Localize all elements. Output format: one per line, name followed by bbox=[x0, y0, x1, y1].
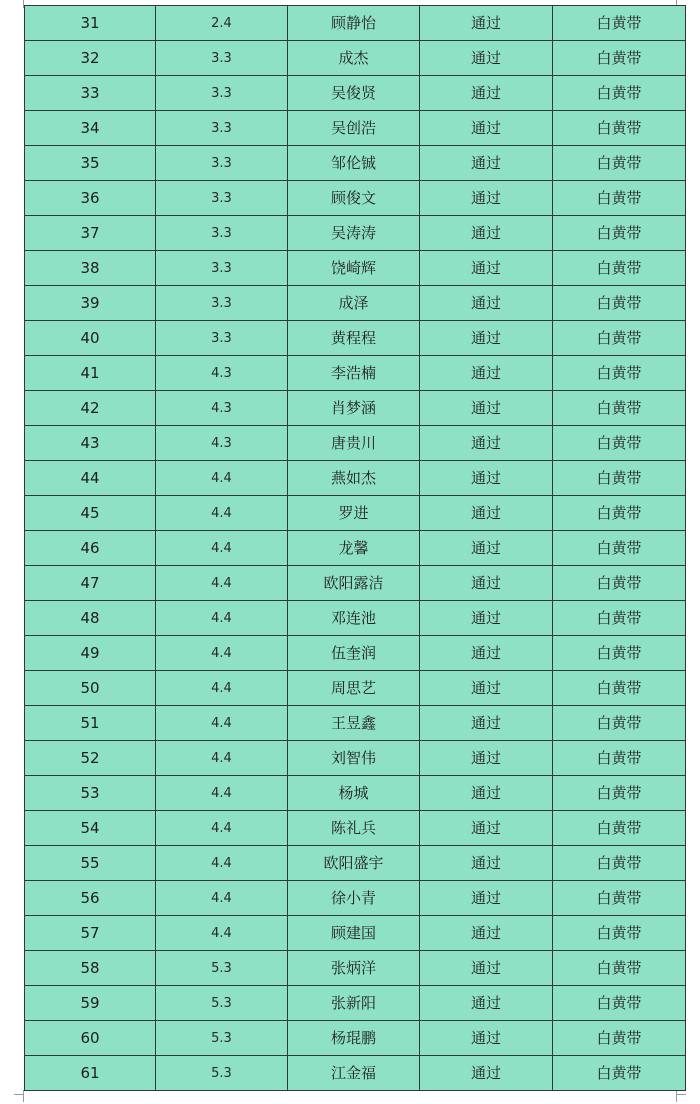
result-cell: 通过 bbox=[420, 776, 553, 811]
score-cell: 4.4 bbox=[156, 706, 288, 741]
result-cell: 通过 bbox=[420, 671, 553, 706]
student-name-cell: 刘智伟 bbox=[288, 741, 420, 776]
result-cell: 通过 bbox=[420, 111, 553, 146]
table-row bbox=[25, 321, 686, 356]
score-cell: 3.3 bbox=[156, 146, 288, 181]
student-name-cell: 成泽 bbox=[288, 286, 420, 321]
row-number-cell: 41 bbox=[25, 356, 156, 391]
result-cell: 通过 bbox=[420, 41, 553, 76]
table-row bbox=[25, 531, 686, 566]
row-number-cell: 37 bbox=[25, 216, 156, 251]
table-row bbox=[25, 881, 686, 916]
student-name-cell: 成杰 bbox=[288, 41, 420, 76]
result-cell: 通过 bbox=[420, 216, 553, 251]
student-name-cell: 顾静怡 bbox=[288, 6, 420, 41]
row-number-cell: 55 bbox=[25, 846, 156, 881]
score-cell: 4.4 bbox=[156, 531, 288, 566]
student-name-cell: 徐小青 bbox=[288, 881, 420, 916]
score-cell: 4.4 bbox=[156, 461, 288, 496]
result-cell: 通过 bbox=[420, 811, 553, 846]
row-number-cell: 61 bbox=[25, 1056, 156, 1091]
score-cell: 5.3 bbox=[156, 986, 288, 1021]
row-number-cell: 49 bbox=[25, 636, 156, 671]
belt-level-cell: 白黄带 bbox=[553, 41, 686, 76]
belt-level-cell: 白黄带 bbox=[553, 951, 686, 986]
result-cell: 通过 bbox=[420, 916, 553, 951]
result-cell: 通过 bbox=[420, 181, 553, 216]
row-number-cell: 45 bbox=[25, 496, 156, 531]
row-number-cell: 48 bbox=[25, 601, 156, 636]
student-name-cell: 张新阳 bbox=[288, 986, 420, 1021]
table-row bbox=[25, 146, 686, 181]
score-cell: 4.4 bbox=[156, 916, 288, 951]
student-name-cell: 饶崎辉 bbox=[288, 251, 420, 286]
score-cell: 5.3 bbox=[156, 1056, 288, 1091]
row-number-cell: 58 bbox=[25, 951, 156, 986]
result-cell: 通过 bbox=[420, 391, 553, 426]
student-name-cell: 李浩楠 bbox=[288, 356, 420, 391]
table-row bbox=[25, 846, 686, 881]
belt-level-cell: 白黄带 bbox=[553, 76, 686, 111]
belt-level-cell: 白黄带 bbox=[553, 671, 686, 706]
result-cell: 通过 bbox=[420, 76, 553, 111]
result-cell: 通过 bbox=[420, 146, 553, 181]
result-cell: 通过 bbox=[420, 601, 553, 636]
score-cell: 4.4 bbox=[156, 601, 288, 636]
row-number-cell: 57 bbox=[25, 916, 156, 951]
belt-level-cell: 白黄带 bbox=[553, 776, 686, 811]
table-row bbox=[25, 1021, 686, 1056]
result-cell: 通过 bbox=[420, 286, 553, 321]
row-number-cell: 43 bbox=[25, 426, 156, 461]
score-cell: 4.4 bbox=[156, 776, 288, 811]
table-row bbox=[25, 916, 686, 951]
table-row bbox=[25, 636, 686, 671]
score-cell: 4.4 bbox=[156, 636, 288, 671]
score-cell: 3.3 bbox=[156, 111, 288, 146]
table-row bbox=[25, 951, 686, 986]
student-name-cell: 吴涛涛 bbox=[288, 216, 420, 251]
student-name-cell: 黄程程 bbox=[288, 321, 420, 356]
row-number-cell: 60 bbox=[25, 1021, 156, 1056]
score-cell: 3.3 bbox=[156, 76, 288, 111]
row-number-cell: 40 bbox=[25, 321, 156, 356]
student-name-cell: 江金福 bbox=[288, 1056, 420, 1091]
result-cell: 通过 bbox=[420, 251, 553, 286]
student-name-cell: 罗进 bbox=[288, 496, 420, 531]
table-row bbox=[25, 601, 686, 636]
belt-level-cell: 白黄带 bbox=[553, 496, 686, 531]
student-name-cell: 肖梦涵 bbox=[288, 391, 420, 426]
belt-level-cell: 白黄带 bbox=[553, 811, 686, 846]
belt-level-cell: 白黄带 bbox=[553, 461, 686, 496]
result-cell: 通过 bbox=[420, 1056, 553, 1091]
row-number-cell: 35 bbox=[25, 146, 156, 181]
student-name-cell: 杨城 bbox=[288, 776, 420, 811]
student-name-cell: 周思艺 bbox=[288, 671, 420, 706]
table-row bbox=[25, 76, 686, 111]
belt-level-cell: 白黄带 bbox=[553, 916, 686, 951]
row-number-cell: 53 bbox=[25, 776, 156, 811]
row-number-cell: 33 bbox=[25, 76, 156, 111]
result-cell: 通过 bbox=[420, 426, 553, 461]
student-name-cell: 燕如杰 bbox=[288, 461, 420, 496]
belt-level-cell: 白黄带 bbox=[553, 6, 686, 41]
row-number-cell: 38 bbox=[25, 251, 156, 286]
row-number-cell: 44 bbox=[25, 461, 156, 496]
row-number-cell: 42 bbox=[25, 391, 156, 426]
table-row bbox=[25, 216, 686, 251]
table-row bbox=[25, 741, 686, 776]
table-row bbox=[25, 496, 686, 531]
student-name-cell: 龙馨 bbox=[288, 531, 420, 566]
row-number-cell: 31 bbox=[25, 6, 156, 41]
result-cell: 通过 bbox=[420, 496, 553, 531]
score-cell: 4.4 bbox=[156, 671, 288, 706]
student-name-cell: 王昱鑫 bbox=[288, 706, 420, 741]
results-table-body bbox=[25, 6, 686, 1091]
table-row bbox=[25, 111, 686, 146]
belt-level-cell: 白黄带 bbox=[553, 321, 686, 356]
belt-level-cell: 白黄带 bbox=[553, 146, 686, 181]
belt-level-cell: 白黄带 bbox=[553, 181, 686, 216]
result-cell: 通过 bbox=[420, 706, 553, 741]
result-cell: 通过 bbox=[420, 461, 553, 496]
belt-level-cell: 白黄带 bbox=[553, 426, 686, 461]
row-number-cell: 50 bbox=[25, 671, 156, 706]
belt-level-cell: 白黄带 bbox=[553, 846, 686, 881]
table-row bbox=[25, 41, 686, 76]
crop-mark-bottom-left-horizontal bbox=[14, 1094, 24, 1095]
result-cell: 通过 bbox=[420, 846, 553, 881]
score-cell: 3.3 bbox=[156, 251, 288, 286]
belt-level-cell: 白黄带 bbox=[553, 356, 686, 391]
table-row bbox=[25, 426, 686, 461]
result-cell: 通过 bbox=[420, 636, 553, 671]
student-name-cell: 伍奎润 bbox=[288, 636, 420, 671]
table-row bbox=[25, 1056, 686, 1091]
belt-level-cell: 白黄带 bbox=[553, 1021, 686, 1056]
belt-level-cell: 白黄带 bbox=[553, 391, 686, 426]
belt-level-cell: 白黄带 bbox=[553, 1056, 686, 1091]
row-number-cell: 32 bbox=[25, 41, 156, 76]
score-cell: 2.4 bbox=[156, 6, 288, 41]
score-cell: 4.3 bbox=[156, 391, 288, 426]
result-cell: 通过 bbox=[420, 1021, 553, 1056]
result-cell: 通过 bbox=[420, 881, 553, 916]
student-name-cell: 欧阳露洁 bbox=[288, 566, 420, 601]
result-cell: 通过 bbox=[420, 566, 553, 601]
score-cell: 4.4 bbox=[156, 811, 288, 846]
student-name-cell: 张炳洋 bbox=[288, 951, 420, 986]
table-row bbox=[25, 461, 686, 496]
table-row bbox=[25, 251, 686, 286]
score-cell: 4.4 bbox=[156, 566, 288, 601]
crop-mark-bottom-right-horizontal bbox=[676, 1094, 686, 1095]
score-cell: 3.3 bbox=[156, 181, 288, 216]
student-name-cell: 陈礼兵 bbox=[288, 811, 420, 846]
student-name-cell: 吴俊贤 bbox=[288, 76, 420, 111]
score-cell: 3.3 bbox=[156, 321, 288, 356]
belt-level-cell: 白黄带 bbox=[553, 636, 686, 671]
row-number-cell: 36 bbox=[25, 181, 156, 216]
table-row bbox=[25, 776, 686, 811]
score-cell: 5.3 bbox=[156, 1021, 288, 1056]
row-number-cell: 56 bbox=[25, 881, 156, 916]
score-cell: 3.3 bbox=[156, 286, 288, 321]
table-row bbox=[25, 566, 686, 601]
table-row bbox=[25, 811, 686, 846]
student-name-cell: 唐贵川 bbox=[288, 426, 420, 461]
result-cell: 通过 bbox=[420, 6, 553, 41]
score-cell: 4.3 bbox=[156, 356, 288, 391]
result-cell: 通过 bbox=[420, 356, 553, 391]
student-name-cell: 杨琨鹏 bbox=[288, 1021, 420, 1056]
row-number-cell: 52 bbox=[25, 741, 156, 776]
table-row bbox=[25, 356, 686, 391]
score-cell: 4.4 bbox=[156, 496, 288, 531]
belt-level-cell: 白黄带 bbox=[553, 986, 686, 1021]
student-name-cell: 欧阳盛宇 bbox=[288, 846, 420, 881]
table-row bbox=[25, 181, 686, 216]
result-cell: 通过 bbox=[420, 951, 553, 986]
row-number-cell: 34 bbox=[25, 111, 156, 146]
table-row bbox=[25, 671, 686, 706]
score-cell: 4.4 bbox=[156, 846, 288, 881]
student-name-cell: 吴创浩 bbox=[288, 111, 420, 146]
table-row bbox=[25, 6, 686, 41]
table-row bbox=[25, 391, 686, 426]
belt-level-cell: 白黄带 bbox=[553, 881, 686, 916]
belt-level-cell: 白黄带 bbox=[553, 286, 686, 321]
row-number-cell: 51 bbox=[25, 706, 156, 741]
crop-mark-bottom-left bbox=[23, 1090, 24, 1102]
result-cell: 通过 bbox=[420, 986, 553, 1021]
score-cell: 3.3 bbox=[156, 41, 288, 76]
belt-level-cell: 白黄带 bbox=[553, 531, 686, 566]
table-row bbox=[25, 706, 686, 741]
row-number-cell: 59 bbox=[25, 986, 156, 1021]
result-cell: 通过 bbox=[420, 321, 553, 356]
belt-level-cell: 白黄带 bbox=[553, 566, 686, 601]
row-number-cell: 46 bbox=[25, 531, 156, 566]
score-cell: 3.3 bbox=[156, 216, 288, 251]
score-cell: 4.4 bbox=[156, 741, 288, 776]
row-number-cell: 54 bbox=[25, 811, 156, 846]
belt-level-cell: 白黄带 bbox=[553, 741, 686, 776]
table-row bbox=[25, 286, 686, 321]
belt-level-cell: 白黄带 bbox=[553, 111, 686, 146]
results-table bbox=[24, 5, 686, 1091]
score-cell: 4.4 bbox=[156, 881, 288, 916]
row-number-cell: 47 bbox=[25, 566, 156, 601]
belt-level-cell: 白黄带 bbox=[553, 601, 686, 636]
result-cell: 通过 bbox=[420, 741, 553, 776]
score-cell: 5.3 bbox=[156, 951, 288, 986]
crop-mark-bottom-right bbox=[676, 1090, 677, 1102]
belt-level-cell: 白黄带 bbox=[553, 706, 686, 741]
student-name-cell: 顾俊文 bbox=[288, 181, 420, 216]
score-cell: 4.3 bbox=[156, 426, 288, 461]
row-number-cell: 39 bbox=[25, 286, 156, 321]
belt-level-cell: 白黄带 bbox=[553, 216, 686, 251]
belt-level-cell: 白黄带 bbox=[553, 251, 686, 286]
student-name-cell: 邓连池 bbox=[288, 601, 420, 636]
table-row bbox=[25, 986, 686, 1021]
student-name-cell: 邹伦铖 bbox=[288, 146, 420, 181]
student-name-cell: 顾建国 bbox=[288, 916, 420, 951]
result-cell: 通过 bbox=[420, 531, 553, 566]
